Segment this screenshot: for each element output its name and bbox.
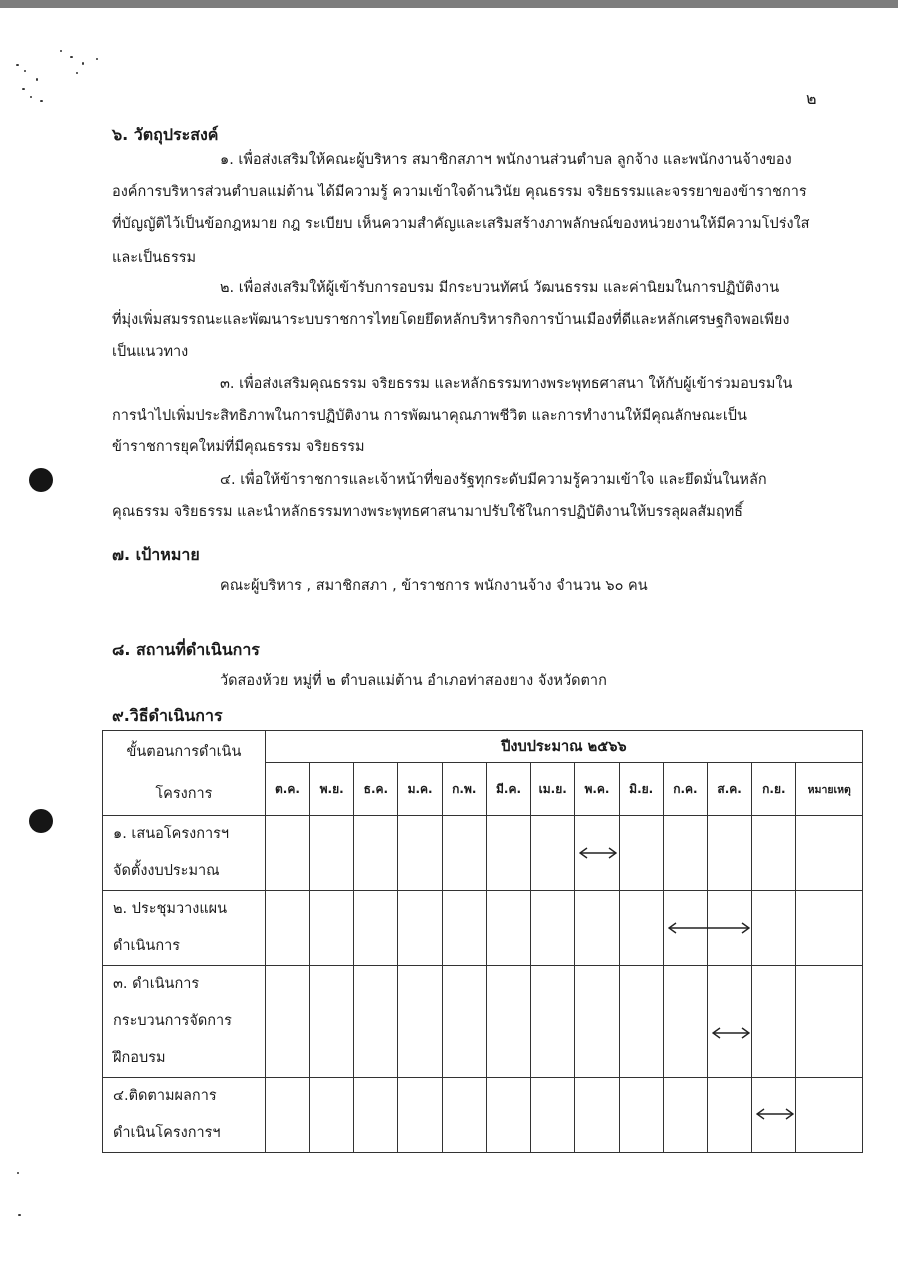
schedule-row — [103, 1078, 863, 1153]
step-text: ฝึกอบรม — [113, 1050, 166, 1066]
note-cell — [796, 966, 863, 1078]
month-cell — [486, 816, 530, 891]
month-cell — [663, 891, 707, 966]
month-cell — [663, 816, 707, 891]
fiscal-year-header: ปีงบประมาณ ๒๕๖๖ — [265, 731, 862, 763]
objective-line: ที่บัญญัติไว้เป็นข้อกฎหมาย กฎ ระเบียบ เห็นความสำคัญและเสริมสร้างภาพลักษณ์ของหน่วยงานให้มีความโปร่งใส — [112, 216, 810, 232]
schedule-row — [103, 966, 863, 1078]
objective-line: ที่มุ่งเพิ่มสมรรถนะและพัฒนาระบบราชการไทยโดยยึดหลักบริหารกิจการบ้านเมืองที่ดีและหลักเศรษฐกิจพอเพียง — [112, 312, 790, 328]
month-cell — [663, 966, 707, 1078]
section-8-heading: ๘. สถานที่ดำเนินการ — [112, 640, 260, 659]
month-cell — [531, 1078, 575, 1153]
step-cell — [103, 816, 266, 891]
month-cell — [575, 891, 619, 966]
month-cell — [354, 891, 398, 966]
objective-line: การนำไปเพิ่มประสิทธิภาพในการปฏิบัติงาน การพัฒนาคุณภาพชีวิต และการทำงานให้มีคุณลักษณะเป็น — [112, 408, 747, 424]
punch-hole-bottom — [29, 809, 53, 833]
month-cell — [752, 1078, 796, 1153]
month-cell — [354, 816, 398, 891]
month-cell — [619, 966, 663, 1078]
month-cell — [398, 966, 442, 1078]
section-7-heading: ๗. เป้าหมาย — [112, 545, 200, 564]
page-number: ๒ — [806, 89, 817, 108]
month-cell — [575, 966, 619, 1078]
schedule-table — [102, 730, 863, 1153]
month-cell — [575, 1078, 619, 1153]
month-cell — [442, 816, 486, 891]
month-header: มิ.ย. — [619, 763, 663, 816]
month-header: พ.ย. — [310, 763, 354, 816]
note-cell — [796, 816, 863, 891]
objective-line: ข้าราชการยุคใหม่ที่มีคุณธรรม จริยธรรม — [112, 439, 365, 455]
step-text: ๑. เสนอโครงการฯ — [113, 826, 230, 842]
month-cell — [265, 891, 309, 966]
timeline-arrow — [712, 1027, 750, 1039]
month-cell — [663, 1078, 707, 1153]
section-6-heading: ๖. วัตถุประสงค์ — [112, 125, 219, 144]
month-header: ต.ค. — [265, 763, 309, 816]
punch-hole-top — [29, 468, 53, 492]
step-text: ดำเนินการ — [113, 938, 181, 954]
note-cell — [796, 891, 863, 966]
objective-line: คุณธรรม จริยธรรม และนำหลักธรรมทางพระพุทธศาสนามาปรับใช้ในการปฏิบัติงานให้บรรลุผลสัมฤทธิ์ — [112, 504, 744, 520]
month-header: ธ.ค. — [354, 763, 398, 816]
timeline-arrow — [756, 1108, 794, 1120]
timeline-arrow — [579, 847, 617, 859]
month-header: พ.ค. — [575, 763, 619, 816]
month-cell — [752, 966, 796, 1078]
month-cell — [486, 1078, 530, 1153]
month-cell — [398, 1078, 442, 1153]
schedule-row — [103, 816, 863, 891]
scan-top-edge — [0, 0, 898, 8]
step-header: ขั้นตอนการดำเนิน โครงการ — [103, 731, 266, 816]
month-cell — [531, 816, 575, 891]
step-text: ๒. ประชุมวางแผน — [113, 901, 228, 917]
month-cell — [708, 891, 752, 966]
month-cell — [531, 891, 575, 966]
objective-line: ๔. เพื่อให้ข้าราชการและเจ้าหน้าที่ของรัฐทุกระดับมีความรู้ความเข้าใจ และยึดมั่นในหลัก — [220, 472, 767, 488]
step-cell — [103, 1078, 266, 1153]
month-cell — [531, 966, 575, 1078]
month-cell — [265, 966, 309, 1078]
month-cell — [752, 816, 796, 891]
month-cell — [354, 966, 398, 1078]
month-header: ก.ย. — [752, 763, 796, 816]
note-cell — [796, 1078, 863, 1153]
month-cell — [310, 891, 354, 966]
step-text: กระบวนการจัดการ — [113, 1013, 232, 1029]
month-cell — [310, 966, 354, 1078]
note-header: หมายเหตุ — [796, 763, 863, 816]
step-text: จัดตั้งงบประมาณ — [113, 863, 220, 879]
month-cell — [442, 891, 486, 966]
month-cell — [265, 1078, 309, 1153]
location-text: วัดสองห้วย หมู่ที่ ๒ ตำบลแม่ต้าน อำเภอท่าสองยาง จังหวัดตาก — [220, 673, 607, 689]
month-cell — [310, 816, 354, 891]
month-cell — [619, 891, 663, 966]
month-cell — [310, 1078, 354, 1153]
step-text: ดำเนินโครงการฯ — [113, 1125, 221, 1141]
month-cell — [486, 891, 530, 966]
section-9-heading: ๙.วิธีดำเนินการ — [112, 706, 223, 725]
step-text: ๓. ดำเนินการ — [113, 976, 200, 992]
objective-line: และเป็นธรรม — [112, 250, 197, 266]
month-cell — [354, 1078, 398, 1153]
month-cell — [486, 966, 530, 1078]
schedule-row — [103, 891, 863, 966]
month-cell — [752, 891, 796, 966]
month-header: มี.ค. — [486, 763, 530, 816]
objective-line: องค์การบริหารส่วนตำบลแม่ต้าน ได้มีความรู้ ความเข้าใจด้านวินัย คุณธรรม จริยธรรมและจรรยาของข้าราชการ — [112, 184, 807, 200]
month-cell — [442, 1078, 486, 1153]
month-cell — [708, 1078, 752, 1153]
month-cell — [398, 816, 442, 891]
step-cell — [103, 891, 266, 966]
month-cell — [708, 966, 752, 1078]
month-header: เม.ย. — [531, 763, 575, 816]
month-header: ม.ค. — [398, 763, 442, 816]
objective-line: ๒. เพื่อส่งเสริมให้ผู้เข้ารับการอบรม มีกระบวนทัศน์ วัฒนธรรม และค่านิยมในการปฏิบัติงาน — [220, 280, 780, 296]
month-header: ก.ค. — [663, 763, 707, 816]
month-header: ก.พ. — [442, 763, 486, 816]
step-text: ๔.ติดตามผลการ — [113, 1088, 217, 1104]
month-header: ส.ค. — [708, 763, 752, 816]
month-cell — [442, 966, 486, 1078]
target-text: คณะผู้บริหาร , สมาชิกสภา , ข้าราชการ พนักงานจ้าง จำนวน ๖๐ คน — [220, 578, 648, 594]
month-cell — [619, 816, 663, 891]
objective-line: ๓. เพื่อส่งเสริมคุณธรรม จริยธรรม และหลักธรรมทางพระพุทธศาสนา ให้กับผู้เข้าร่วมอบรมใน — [220, 376, 793, 392]
month-cell — [575, 816, 619, 891]
step-cell — [103, 966, 266, 1078]
month-cell — [265, 816, 309, 891]
objective-line: ๑. เพื่อส่งเสริมให้คณะผู้บริหาร สมาชิกสภาฯ พนักงานส่วนตำบล ลูกจ้าง และพนักงานจ้างของ — [220, 152, 792, 168]
month-cell — [398, 891, 442, 966]
objective-line: เป็นแนวทาง — [112, 344, 189, 360]
month-cell — [619, 1078, 663, 1153]
month-cell — [708, 816, 752, 891]
